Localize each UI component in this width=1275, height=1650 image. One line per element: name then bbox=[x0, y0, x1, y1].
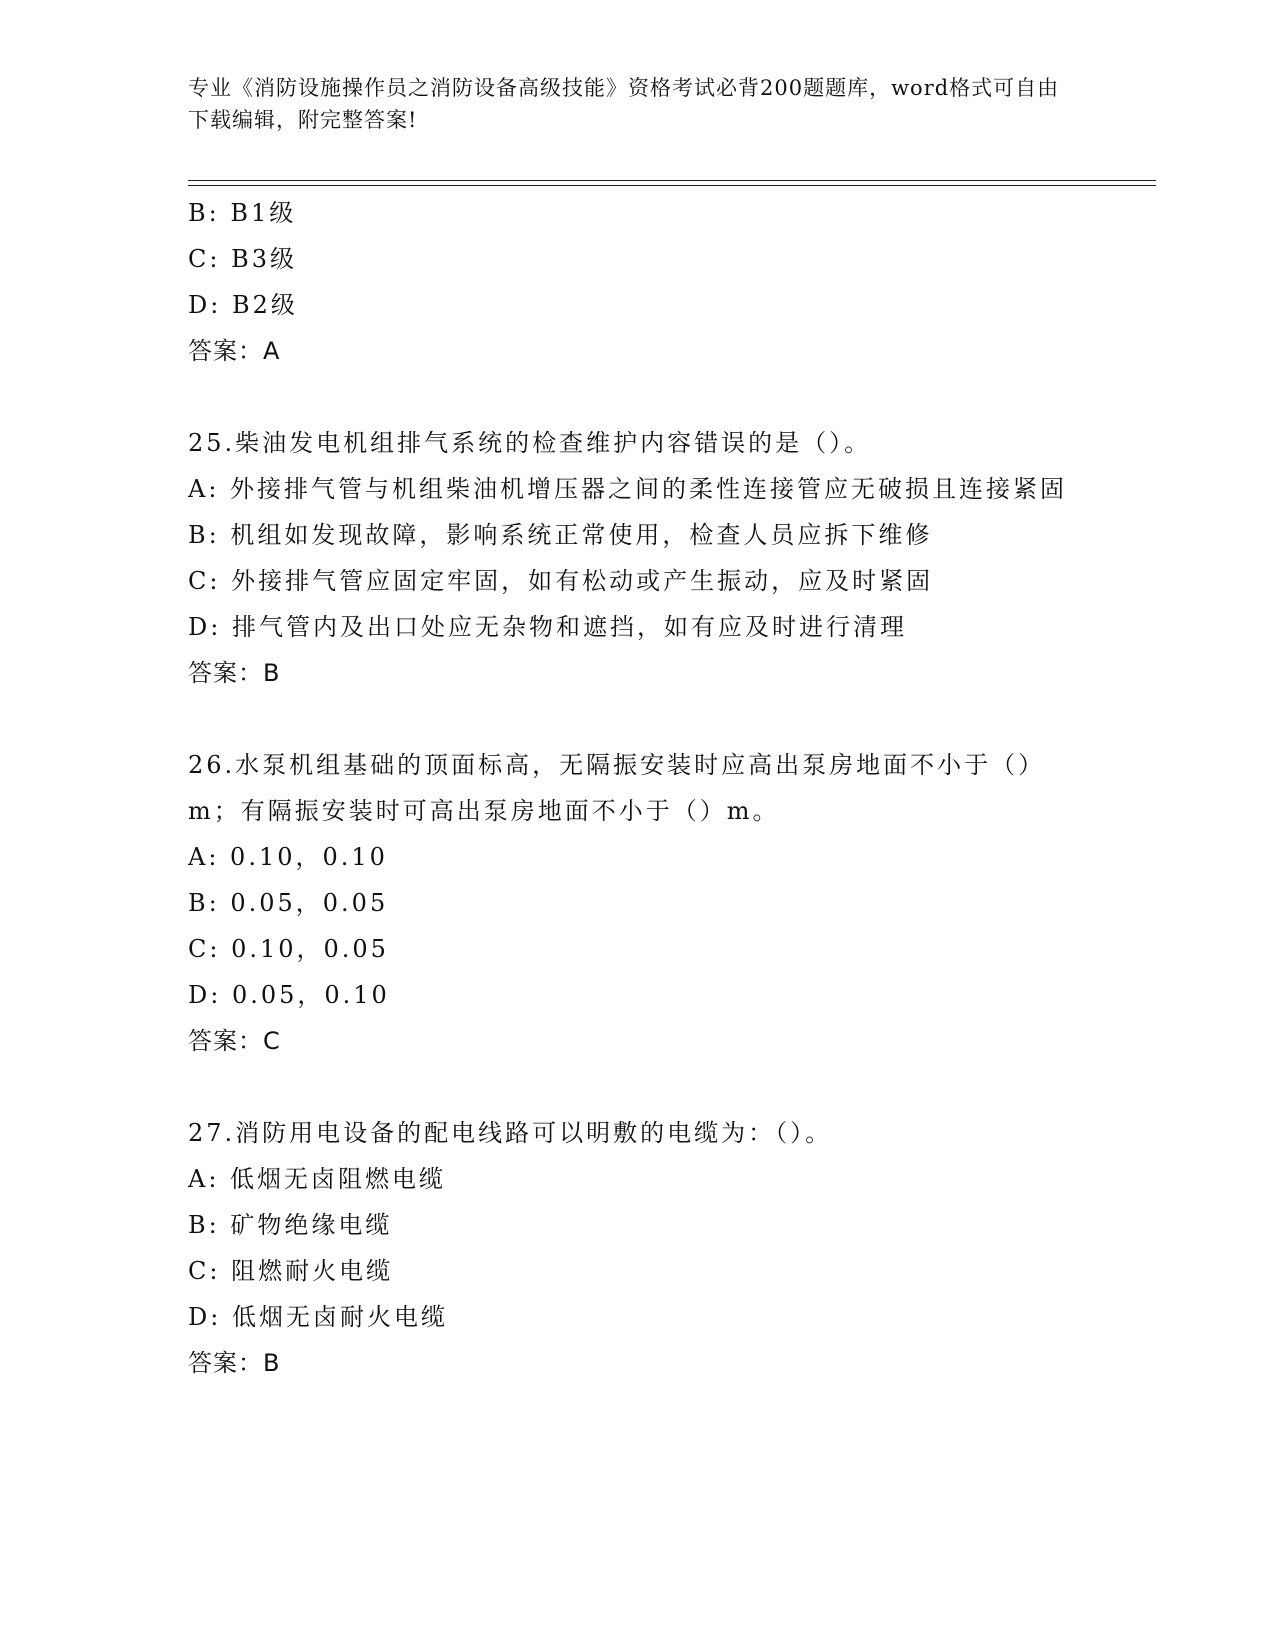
spacer bbox=[188, 1064, 1088, 1110]
answer: 答案：B bbox=[188, 659, 281, 687]
document-body bbox=[188, 190, 1088, 1386]
answer: 答案：A bbox=[188, 337, 281, 365]
option-b: B: 0.05，0.05 bbox=[188, 889, 389, 917]
answer: 答案：C bbox=[188, 1027, 281, 1055]
option-d: D: 0.05，0.10 bbox=[188, 981, 390, 1009]
option-d: D: 排气管内及出口处应无杂物和遮挡，如有应及时进行清理 bbox=[188, 613, 907, 641]
spacer bbox=[188, 696, 1088, 742]
question-26 bbox=[188, 742, 1088, 1064]
question-27 bbox=[188, 1110, 1088, 1386]
question-stem: 25.柴油发电机组排气系统的检查维护内容错误的是（）。 bbox=[188, 429, 872, 457]
option-d: D: B2级 bbox=[188, 291, 298, 319]
option-a: A: 外接排气管与机组柴油机增压器之间的柔性连接管应无破损且连接紧固 bbox=[188, 475, 1068, 503]
option-b: B: 机组如发现故障，影响系统正常使用，检查人员应拆下维修 bbox=[188, 521, 933, 549]
answer: 答案：B bbox=[188, 1349, 281, 1377]
option-a: A: 0.10，0.10 bbox=[188, 843, 388, 871]
question-stem: 27.消防用电设备的配电线路可以明敷的电缆为：（）。 bbox=[188, 1119, 833, 1147]
option-c: C: B3级 bbox=[188, 245, 297, 273]
option-c: C: 0.10，0.05 bbox=[188, 935, 389, 963]
continued-question bbox=[188, 190, 1088, 374]
option-a: A: 低烟无卤阻燃电缆 bbox=[188, 1165, 447, 1193]
question-25 bbox=[188, 420, 1088, 696]
header-rule-top bbox=[188, 180, 1156, 181]
option-c: C: 外接排气管应固定牢固，如有松动或产生振动，应及时紧固 bbox=[188, 567, 934, 595]
header-rule-bottom bbox=[188, 185, 1156, 186]
document-header: 专业《消防设施操作员之消防设备高级技能》资格考试必背200题题库，word格式可自由下载编辑，附完整答案! bbox=[188, 76, 1060, 132]
question-stem: 26.水泵机组基础的顶面标高，无隔振安装时应高出泵房地面不小于（）m；有隔振安装时可高出泵房地面不小于（）m。 bbox=[188, 751, 1046, 825]
spacer bbox=[188, 374, 1088, 420]
option-c: C: 阻燃耐火电缆 bbox=[188, 1257, 394, 1285]
option-b: B: B1级 bbox=[188, 199, 297, 227]
option-d: D: 低烟无卤耐火电缆 bbox=[188, 1303, 448, 1331]
option-b: B: 矿物绝缘电缆 bbox=[188, 1211, 393, 1239]
